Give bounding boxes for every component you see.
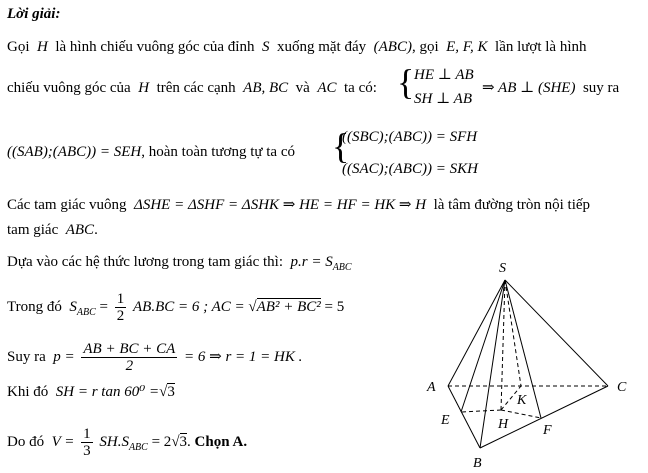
text-line-4: Các tam giác vuông ΔSHE = ΔSHF = ΔSHK ⇒ HE = HF = HK ⇒ H là tâm đường tròn nội tiếp bbox=[7, 197, 591, 213]
text-line-7: Trong đó $S_{ABC}$ = $\frac{1}{2}$ AB.BC = 6 ; AC = √AB² + BC² = 5 bbox=[7, 291, 345, 324]
angle-relation-1: ((SBC);(ABC)) = SFH bbox=[342, 129, 478, 145]
fraction-half: $\frac{1}{2}$ bbox=[116, 291, 125, 324]
edge-sc bbox=[505, 280, 608, 386]
label-a: A bbox=[427, 380, 436, 395]
label-f: F bbox=[543, 423, 552, 438]
solution-heading: Lời giải: bbox=[7, 6, 61, 22]
text-line-1: Gọi H là hình chiếu vuông góc của đỉnh S xuống mặt đáy (ABC), gọi E, F, K lần lượt là hình bbox=[7, 39, 587, 55]
left-brace: { bbox=[332, 126, 350, 166]
label-e: E bbox=[441, 413, 450, 428]
label-b: B bbox=[473, 456, 482, 470]
implication: ⇒ AB ⊥ (SHE) suy ra bbox=[482, 80, 620, 96]
left-brace: { bbox=[397, 62, 415, 102]
edge-sa bbox=[448, 280, 505, 386]
label-h: H bbox=[498, 417, 509, 432]
line-se bbox=[461, 280, 505, 412]
label-k: K bbox=[517, 393, 527, 408]
text-line-5: tam giác ABC. bbox=[7, 222, 98, 238]
text-line-10: Do đó V = $\frac{1}{3}$ $SH.S_{ABC} = 2√3$. Chọn A. bbox=[7, 426, 248, 459]
angle-relation-2: ((SAC);(ABC)) = SKH bbox=[342, 161, 478, 177]
text-line-6: Dựa vào các hệ thức lương trong tam giác thì: $p.r = S_{ABC}$ bbox=[7, 254, 352, 273]
text-line-3: ((SAB);(ABC)) = SEH, hoàn toàn tương tự ta có bbox=[7, 144, 295, 160]
condition-1: HE ⊥ AB bbox=[414, 67, 474, 83]
fraction-perimeter: $\frac{AB + BC + CA}{2}$ bbox=[83, 341, 176, 374]
text-line-8: Suy ra p = $\frac{AB + BC + CA}{2}$ = 6 ⇒ r = 1 = HK . bbox=[7, 341, 303, 374]
label-c: C bbox=[617, 380, 627, 395]
pyramid-diagram bbox=[413, 258, 638, 470]
fraction-third: $\frac{1}{3}$ bbox=[83, 426, 91, 459]
line-he bbox=[461, 410, 501, 412]
edge-ab bbox=[448, 386, 480, 448]
condition-2: SH ⊥ AB bbox=[414, 91, 472, 107]
text-line-2: chiếu vuông góc của H trên các cạnh AB, BC và AC ta có: bbox=[7, 80, 377, 96]
label-s: S bbox=[499, 261, 506, 276]
text-line-9: Khi đó SH = r tan 60⁰ =√3 bbox=[7, 384, 175, 400]
